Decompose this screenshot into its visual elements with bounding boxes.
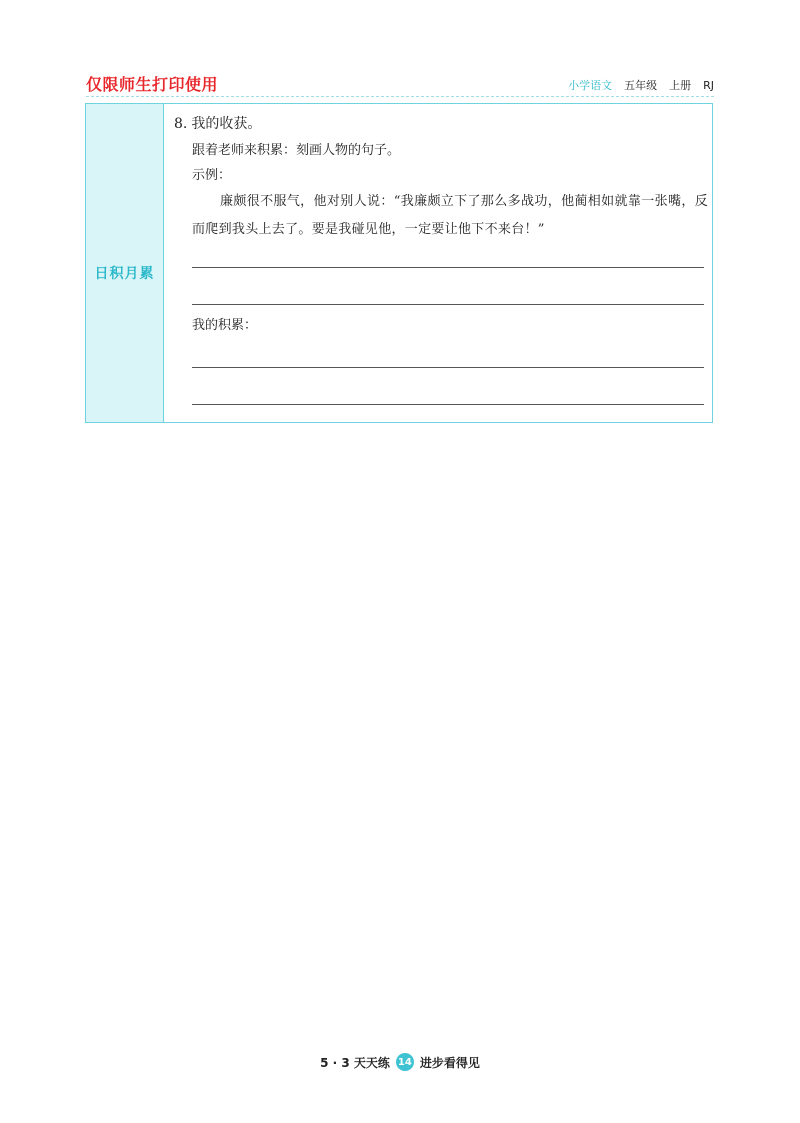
volume-label: 上册 (669, 79, 692, 92)
question-content (164, 104, 712, 422)
answer-line-2[interactable] (192, 304, 704, 305)
example-label: 示例： (192, 168, 232, 183)
book-info (568, 77, 714, 93)
example-text: 廉颇很不服气，他对别人说：“我廉颇立下了那么多战功，他蔺相如就靠一张嘴，反而爬到我头上去了。要是我碰见他，一定要让他下不来台！” (192, 194, 708, 237)
question-prompt: 跟着老师来积累：刻画人物的句子。 (192, 143, 401, 158)
page-number-badge: 14 (396, 1053, 414, 1071)
edition-label: RJ (703, 79, 714, 92)
question-number: 8. (174, 116, 188, 132)
section-sidebar (86, 104, 164, 422)
answer-line-1[interactable] (192, 267, 704, 268)
header-divider (86, 96, 714, 97)
my-collection-label: 我的积累： (192, 318, 258, 333)
footer-brand: 5 · 3 天天练 (320, 1055, 390, 1070)
print-notice: 仅限师生打印使用 (86, 75, 219, 94)
footer-slogan: 进步看得见 (419, 1055, 480, 1070)
question-title-text: 我的收获。 (191, 116, 262, 132)
section-label: 日积月累 (94, 266, 155, 282)
question-title (174, 113, 261, 133)
grade-label: 五年级 (624, 79, 658, 92)
subject-label: 小学语文 (568, 79, 613, 92)
page-footer (0, 1053, 800, 1071)
answer-line-3[interactable] (192, 367, 704, 368)
answer-line-4[interactable] (192, 404, 704, 405)
exercise-panel (85, 103, 713, 423)
